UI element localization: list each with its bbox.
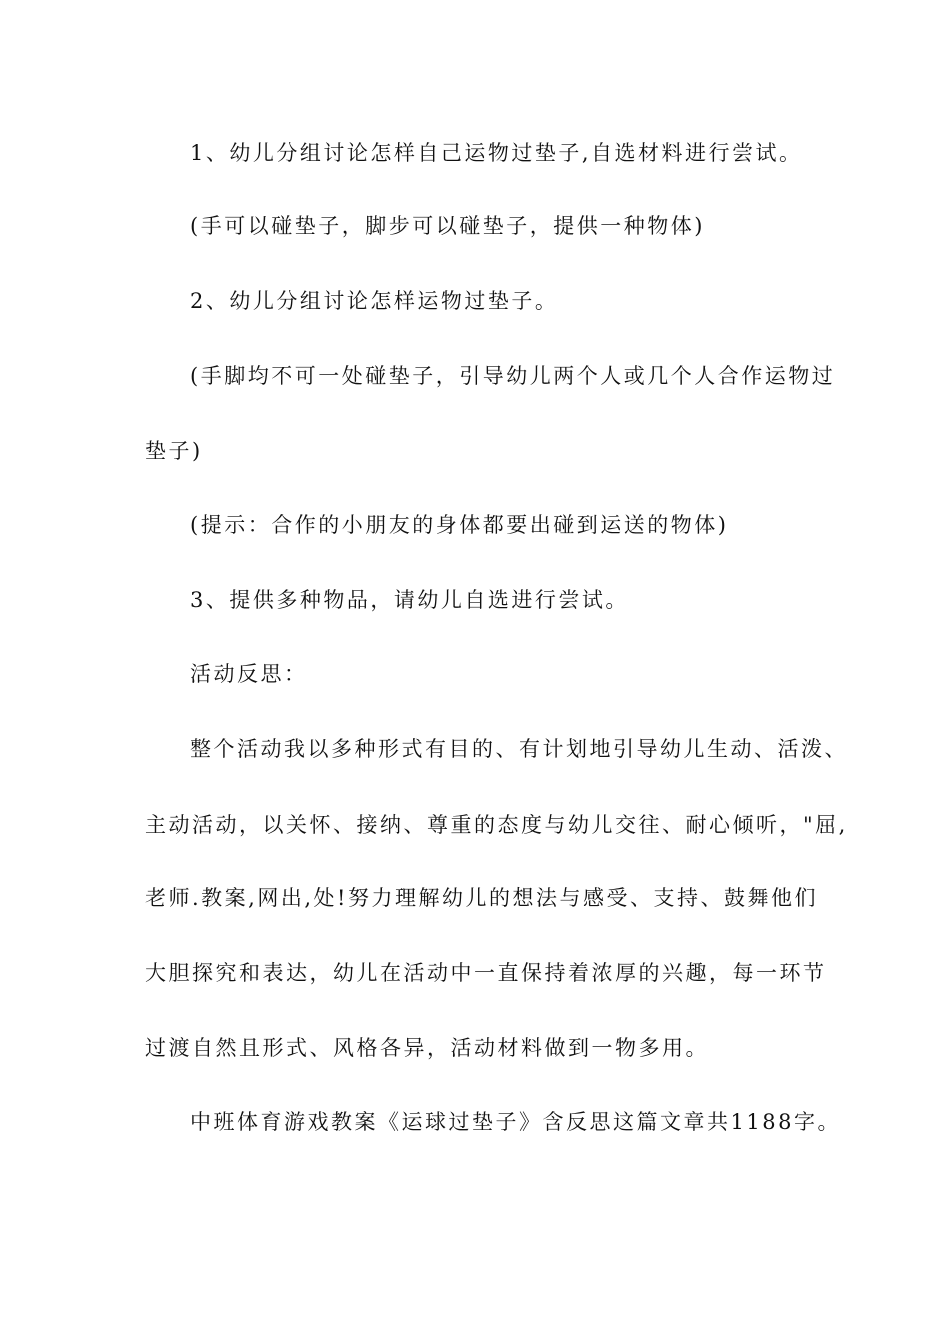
paragraph-reflection-line-5: 过渡自然且形式、风格各异，活动材料做到一物多用。 (145, 1036, 709, 1060)
paragraph-step-3: 3、提供多种物品，请幼儿自选进行尝试。 (190, 588, 629, 612)
paragraph-reflection-line-3: 老师.教案,网出,处!努力理解幼儿的想法与感受、支持、鼓舞他们 (145, 886, 818, 910)
paragraph-reflection-line-2: 主动活动，以关怀、接纳、尊重的态度与幼儿交往、耐心倾听，"屈, (145, 813, 848, 837)
section-heading-reflection: 活动反思： (190, 662, 308, 686)
paragraph-note-2-cont: 垫子) (145, 439, 203, 463)
paragraph-reflection-line-1: 整个活动我以多种形式有目的、有计划地引导幼儿生动、活泼、 (190, 737, 848, 761)
paragraph-step-2: 2、幼儿分组讨论怎样运物过垫子。 (190, 289, 559, 313)
paragraph-note-2: (手脚均不可一处碰垫子，引导幼儿两个人或几个人合作运物过 (190, 364, 836, 388)
paragraph-word-count: 中班体育游戏教案《运球过垫子》含反思这篇文章共1188字。 (190, 1110, 841, 1134)
paragraph-hint: (提示：合作的小朋友的身体都要出碰到运送的物体) (190, 513, 729, 537)
paragraph-note-1: (手可以碰垫子，脚步可以碰垫子，提供一种物体) (190, 214, 705, 238)
paragraph-reflection-line-4: 大胆探究和表达，幼儿在活动中一直保持着浓厚的兴趣，每一环节 (145, 961, 827, 985)
paragraph-step-1: 1、幼儿分组讨论怎样自己运物过垫子,自选材料进行尝试。 (190, 141, 803, 165)
